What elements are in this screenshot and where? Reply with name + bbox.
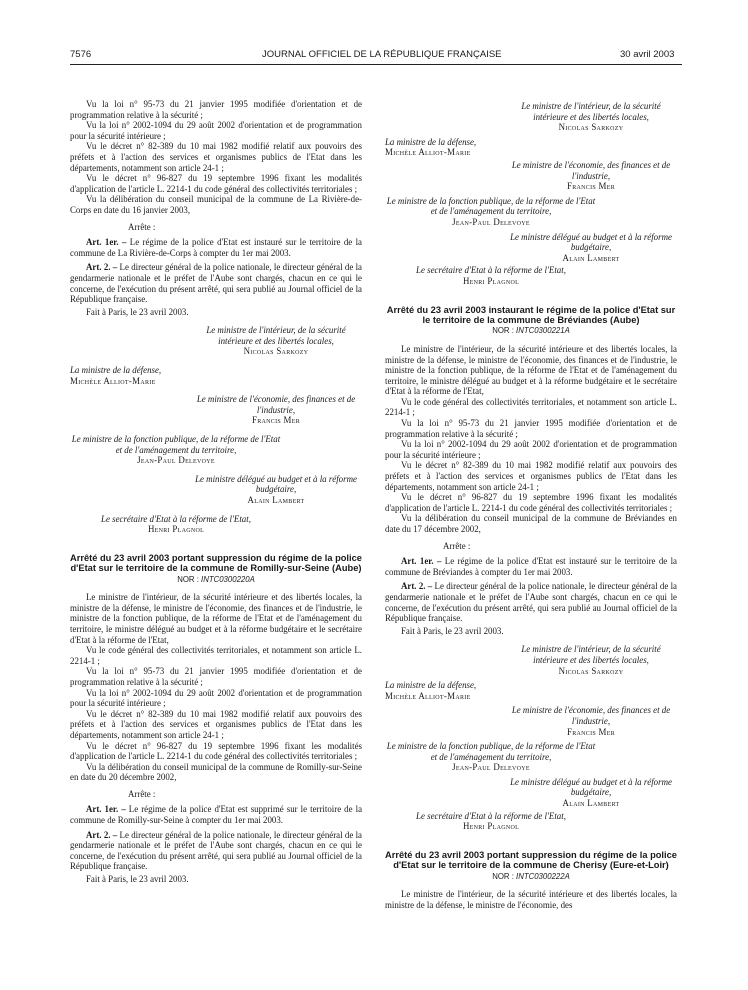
visa: Vu la délibération du conseil municipal de la commune de La Rivière-de-Corps en date du 16 janvier 2003, <box>70 194 362 215</box>
decree-title: Arrêté du 23 avril 2003 portant suppression du régime de la police d'Etat sur le territoire de la commune de Cherisy (Eure-et-Loir) <box>385 849 677 871</box>
arrete-heading: Arrête : <box>128 221 156 232</box>
signature-block: Le ministre de l'économie, des finances et de l'industrie, Francis Mer <box>511 705 671 737</box>
signature-block: Le secrétaire d'Etat à la réforme de l'Etat, Henri Plagnol <box>101 513 251 535</box>
nor-reference: NOR : INTC0300221A <box>492 326 570 336</box>
header-rule <box>70 64 682 65</box>
visa: Vu la loi n° 2002-1094 du 29 août 2002 d'orientation et de programmation pour la sécurité intérieure ; <box>385 439 677 460</box>
signature-block: Le secrétaire d'Etat à la réforme de l'Etat, Henri Plagnol <box>416 810 566 832</box>
signature-block: Le ministre de la fonction publique, de la réforme de l'Etat et de l'aménagement du territoire, Jean-Paul Delevoye <box>386 195 596 227</box>
visa: Vu la loi n° 95-73 du 21 janvier 1995 modifiée d'orientation et de programmation relative à la sécurité ; <box>70 666 362 687</box>
article-1: Art. 1er. – Le régime de la police d'Etat est instauré sur le territoire de la commune de La Rivière-de-Corps à compter du 1er mai 2003. <box>70 237 363 258</box>
visa: Vu la délibération du conseil municipal de la commune de Bréviandes en date du 17 décembre 2002, <box>385 513 677 534</box>
article-1: Art. 1er. – Le régime de la police d'Etat est supprimé sur le territoire de la commune de Romilly-sur-Seine à compter du 1er mai 2003. <box>70 804 363 826</box>
signature-block: Le ministre de l'intérieur, de la sécurité intérieure et des libertés locales, Nicolas Sarkozy <box>521 101 661 133</box>
visa: Vu la délibération du conseil municipal de la commune de Romilly-sur-Seine en date du 20 décembre 2002, <box>70 761 362 783</box>
article-2: Art. 2. – Le directeur général de la police nationale, le directeur général de la gendarmerie nationale et le préfet de l'Aube sont chargés, chacun en ce qui le concerne, de l'exécution du présent arrêté, qui sera publié au Journal officiel de la République française. <box>385 581 677 624</box>
visa: Vu le décret n° 96-827 du 19 septembre 1996 fixant les modalités d'application de l'article L. 2214-1 du code général des collectivités territoriales ; <box>70 740 362 762</box>
place-date: Fait à Paris, le 23 avril 2003. <box>86 306 189 317</box>
signature-block: Le ministre délégué au budget et à la réforme budgétaire, Alain Lambert <box>510 776 672 809</box>
signature-block: Le ministre de la fonction publique, de la réforme de l'Etat et de l'aménagement du territoire, Jean-Paul Delevoye <box>71 434 281 466</box>
page-number: 7576 <box>70 49 92 60</box>
visa: Vu le décret n° 82-389 du 10 mai 1982 modifié relatif aux pouvoirs des préfets et à l'action des services et organismes publics de l'Etat dans les départements, notamment son article 24-1 ; <box>70 708 362 740</box>
visa: Vu le code général des collectivités territoriales, et notamment son article L. 2214-1 ; <box>385 396 677 418</box>
signature-block: Le ministre de l'économie, des finances et de l'industrie, Francis Mer <box>196 394 356 426</box>
left-column <box>70 99 362 885</box>
preamble: Le ministre de l'intérieur, de la sécurité intérieure et des libertés locales, la ministre de la défense, le ministre de l'économie, des <box>385 889 677 910</box>
decree-title: Arrêté du 23 avril 2003 instaurant le régime de la police d'Etat sur le territoire de la commune de Bréviandes (Aube) <box>386 304 676 325</box>
preamble: Le ministre de l'intérieur, de la sécurité intérieure et des libertés locales, la ministre de la défense, le ministre de l'économie, des finances et de l'industrie, le ministre de la fonction publique, de la réforme de l'Etat et de l'aménagement du territoire, le ministre délégué au budget et à la réforme budgétaire et le secrétaire d'Etat à la réforme de l'Etat, <box>385 343 677 397</box>
signature-block: Le ministre de l'économie, des finances et de l'industrie, Francis Mer <box>511 159 671 192</box>
visa: Vu la loi n° 2002-1094 du 29 août 2002 d'orientation et de programmation pour la sécurité intérieure ; <box>70 687 362 709</box>
arrete-heading: Arrête : <box>128 788 156 799</box>
signature-block: Le ministre de la fonction publique, de la réforme de l'Etat et de l'aménagement du territoire, Jean-Paul Delevoye <box>386 741 596 773</box>
signature-block: Le ministre de l'intérieur, de la sécurité intérieure et des libertés locales, Nicolas Sarkozy <box>521 644 661 676</box>
decree-title: Arrêté du 23 avril 2003 portant suppression du régime de la police d'Etat sur le territoire de la commune de Romilly-sur-Seine (Aube) <box>70 552 362 574</box>
arrete-heading: Arrête : <box>443 540 471 551</box>
signature-block: Le ministre délégué au budget et à la réforme budgétaire, Alain Lambert <box>510 231 672 263</box>
visa: Vu la loi n° 95-73 du 21 janvier 1995 modifiée d'orientation et de programmation relative à la sécurité ; <box>385 418 677 439</box>
page-header <box>0 49 748 63</box>
visa: Vu la loi n° 95-73 du 21 janvier 1995 modifiée d'orientation et de programmation relative à la sécurité ; <box>70 99 362 120</box>
visa: Vu le code général des collectivités territoriales, et notamment son article L. 2214-1 ; <box>70 645 362 666</box>
signature-block: Le ministre délégué au budget et à la réforme budgétaire, Alain Lambert <box>195 473 357 505</box>
nor-reference: NOR : INTC0300220A <box>177 574 255 584</box>
nor-reference: NOR : INTC0300222A <box>492 871 570 881</box>
visa: Vu la loi n° 2002-1094 du 29 août 2002 d'orientation et de programmation pour la sécurité intérieure ; <box>70 120 362 141</box>
preamble: Le ministre de l'intérieur, de la sécurité intérieure et des libertés locales, la ministre de la défense, le ministre de l'économie, des finances et de l'industrie, le ministre de la fonction publique, de la réforme de l'Etat et de l'aménagement du territoire, le ministre délégué au budget et à la réforme budgétaire et le secrétaire d'Etat à la réforme de l'Etat, <box>70 592 362 645</box>
visa: Vu le décret n° 82-389 du 10 mai 1982 modifié relatif aux pouvoirs des préfets et à l'action des services et organismes publics de l'Etat dans les départements, notamment son article 24-1 ; <box>70 141 362 173</box>
article-1: Art. 1er. – Le régime de la police d'Etat est instauré sur le territoire de la commune de Bréviandes à compter du 1er mai 2003. <box>385 556 678 577</box>
issue-date: 30 avril 2003 <box>620 49 675 60</box>
signature-block: Le secrétaire d'Etat à la réforme de l'Etat, Henri Plagnol <box>416 265 566 286</box>
article-2: Art. 2. – Le directeur général de la police nationale, le directeur général de la gendarmerie nationale et le préfet de l'Aube sont chargés, chacun en ce qui le concerne, de l'exécution du présent arrêté, qui sera publié au Journal officiel de la République française. <box>70 262 362 305</box>
signature-block: La ministre de la défense, Michèle Alliot-Marie <box>385 136 477 158</box>
visa: Vu le décret n° 96-827 du 19 septembre 1996 fixant les modalités d'application de l'article L. 2214-1 du code général des collectivités territoriales ; <box>70 173 362 194</box>
journal-title: JOURNAL OFFICIEL DE LA RÉPUBLIQUE FRANÇAISE <box>262 49 502 60</box>
visa: Vu le décret n° 82-389 du 10 mai 1982 modifié relatif aux pouvoirs des préfets et à l'action des services et organismes publics de l'Etat dans les départements, notamment son article 24-1 ; <box>385 460 677 492</box>
place-date: Fait à Paris, le 23 avril 2003. <box>401 625 504 636</box>
right-column <box>385 101 677 910</box>
signature-block: La ministre de la défense, Michèle Alliot-Marie <box>70 365 162 386</box>
place-date: Fait à Paris, le 23 avril 2003. <box>86 874 189 885</box>
visa: Vu le décret n° 96-827 du 19 septembre 1996 fixant les modalités d'application de l'article L. 2214-1 du code général des collectivités territoriales ; <box>385 492 677 513</box>
article-2: Art. 2. – Le directeur général de la police nationale, le directeur général de la gendarmerie nationale et le préfet de l'Aube sont chargés, chacun en ce qui le concerne, de l'exécution du présent arrêté, qui sera publié au Journal officiel de la République française. <box>70 829 362 872</box>
signature-block: La ministre de la défense, Michèle Alliot-Marie <box>385 680 477 701</box>
signature-block: Le ministre de l'intérieur, de la sécurité intérieure et des libertés locales, Nicolas Sarkozy <box>206 325 346 357</box>
